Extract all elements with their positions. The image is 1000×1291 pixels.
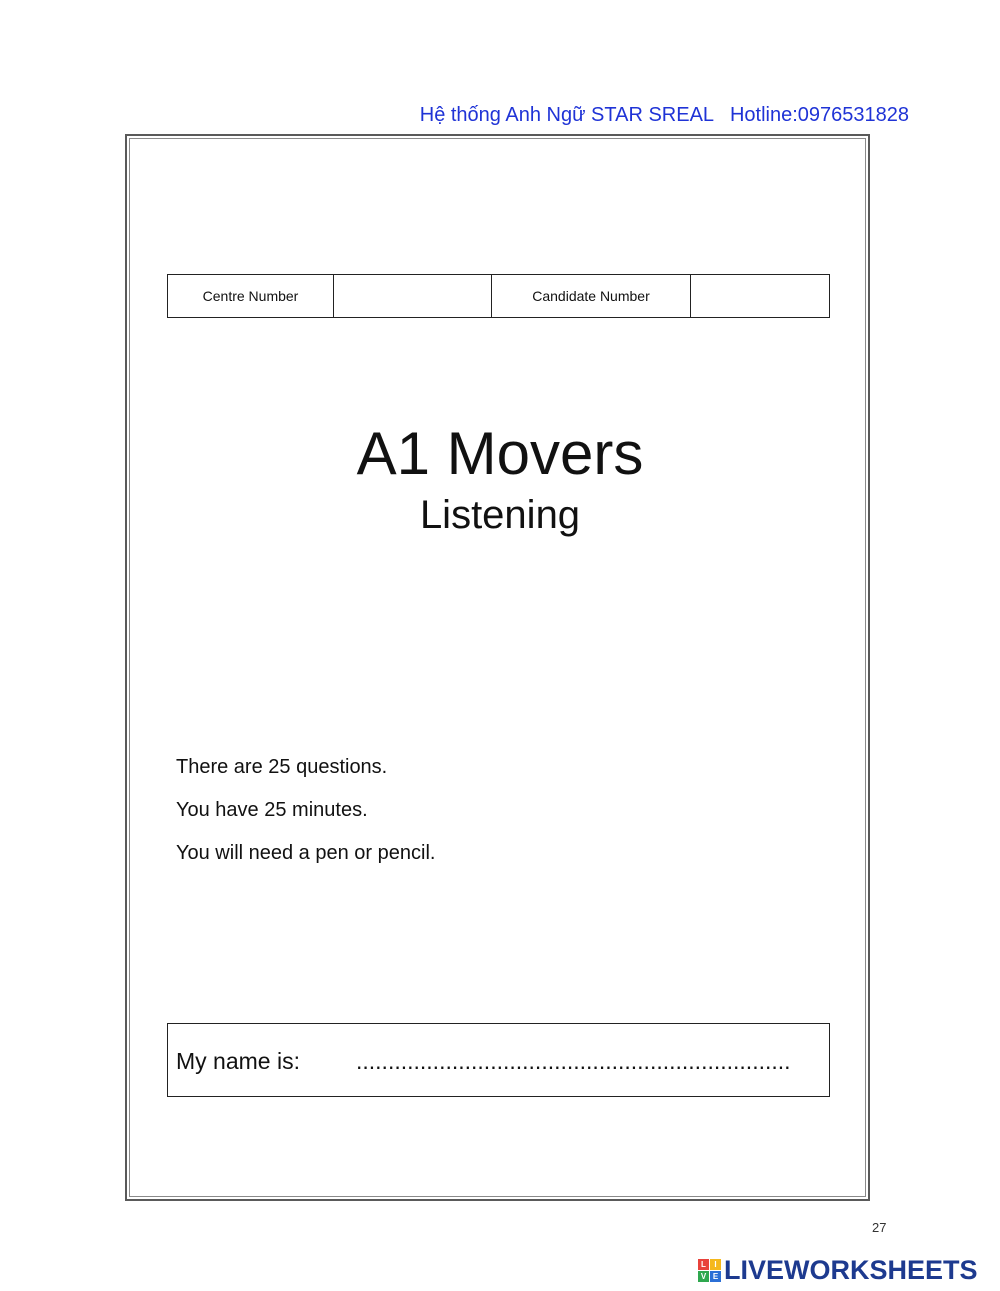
liveworksheets-logo — [698, 1255, 978, 1286]
candidate-number-label: Candidate Number — [492, 275, 691, 318]
candidate-numbers-table — [167, 274, 830, 318]
header-hotline: Hệ thống Anh Ngữ STAR SREAL Hotline:0976531828 — [419, 104, 909, 126]
page-number: 27 — [872, 1220, 887, 1235]
instruction-line: There are 25 questions. — [176, 756, 388, 778]
centre-number-label: Centre Number — [168, 275, 334, 318]
name-input-line[interactable]: .................................................................... — [356, 1048, 791, 1074]
name-box — [167, 1023, 830, 1097]
logo-icon — [698, 1259, 721, 1282]
logo-square: L — [698, 1259, 709, 1270]
logo-square: V — [698, 1271, 709, 1282]
instructions — [176, 754, 435, 883]
instruction-line: You will need a pen or pencil. — [176, 842, 436, 864]
candidate-number-field[interactable] — [691, 275, 830, 318]
logo-square: E — [710, 1271, 721, 1282]
logo-text: LIVEWORKSHEETS — [724, 1255, 978, 1285]
logo-square: I — [710, 1259, 721, 1270]
name-label: My name is: — [176, 1048, 300, 1074]
instruction-line: You have 25 minutes. — [176, 799, 368, 821]
centre-number-field[interactable] — [334, 275, 492, 318]
page-title: A1 Movers — [356, 420, 644, 487]
page-subtitle: Listening — [419, 493, 581, 537]
